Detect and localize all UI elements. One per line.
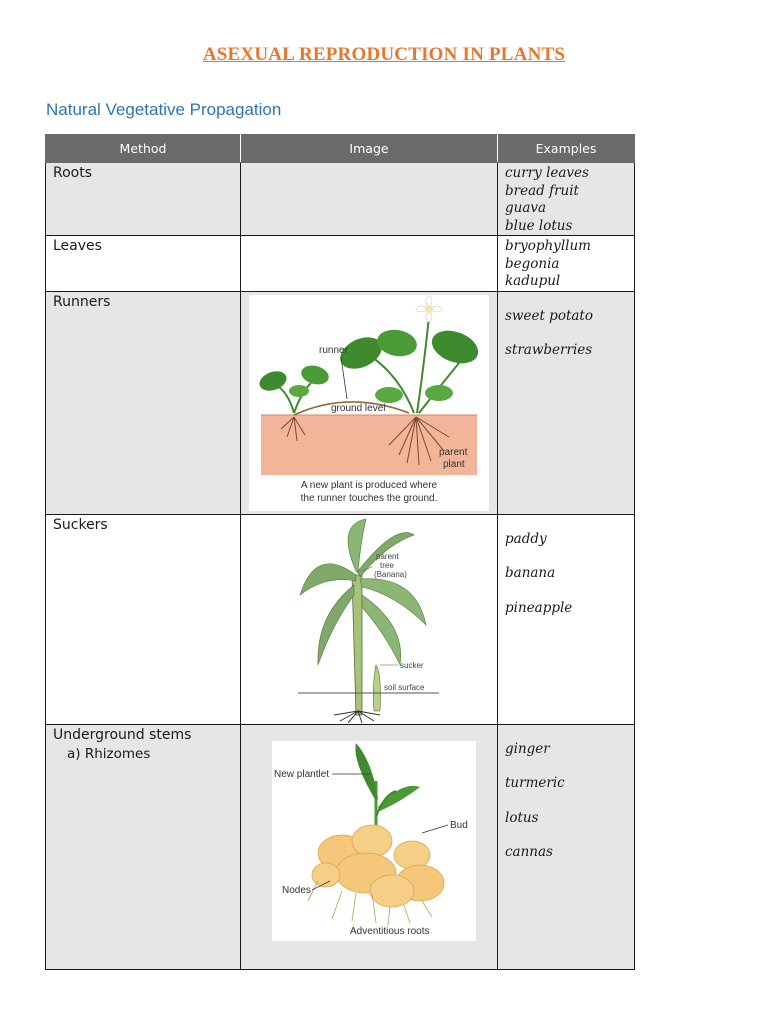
label-sucker: sucker [400, 660, 424, 670]
method-cell [46, 724, 241, 969]
table-row [46, 514, 635, 724]
label-nodes: Nodes [282, 884, 311, 896]
method-rhizomes: a) Rhizomes [67, 745, 151, 762]
example-item: strawberries [505, 342, 593, 358]
image-cell-runner [241, 291, 498, 514]
label-new-plantlet: New plantlet [274, 768, 330, 780]
banana-leaves [300, 519, 426, 665]
image-cell-rhizome [241, 724, 498, 969]
table-row [46, 236, 635, 292]
examples-list [498, 292, 634, 360]
sucker-shoot [373, 665, 380, 711]
example-item: begonia [505, 255, 560, 272]
example-item: turmeric [505, 775, 565, 791]
examples-list [498, 236, 634, 291]
examples-cell [498, 163, 635, 236]
label-runner: runner [319, 344, 348, 356]
runner-caption-line2: the runner touches the ground. [300, 492, 438, 504]
examples-cell [498, 724, 635, 969]
image-cell-empty [241, 163, 498, 236]
method-cell [46, 291, 241, 514]
label-adventitious-roots: Adventitious roots [350, 925, 430, 937]
label-ground-level: ground level [331, 402, 386, 414]
example-item: sweet potato [505, 307, 593, 324]
runner-illustration [249, 295, 489, 511]
label-parent-tree-1: parent [376, 551, 399, 561]
example-item: ginger [505, 740, 550, 757]
method-underground-stems: Underground stems [53, 726, 192, 743]
method-cell [46, 514, 241, 724]
method-suckers: Suckers [53, 516, 108, 533]
method-cell [46, 163, 241, 236]
image-cell-empty [241, 236, 498, 292]
example-item: paddy [505, 530, 547, 547]
method-leaves: Leaves [53, 238, 102, 254]
label-parent-tree-3: (Banana) [374, 569, 407, 579]
document-title: ASEXUAL REPRODUCTION IN PLANTS [202, 44, 566, 65]
header-examples: Examples [498, 135, 635, 163]
example-item: banana [505, 565, 556, 581]
label-bud: Bud [450, 819, 468, 831]
example-item: kadupul [505, 273, 561, 289]
example-item: pineapple [505, 599, 573, 616]
table-row [46, 291, 635, 514]
label-parent-plant-2: plant [443, 458, 465, 470]
example-item: blue lotus [505, 217, 573, 234]
rhizome-illustration [272, 741, 476, 941]
table-row [46, 163, 635, 236]
table-header-row [46, 135, 635, 163]
examples-list [498, 725, 634, 862]
label-parent-tree-2: tree [380, 560, 394, 570]
label-soil-surface: soil surface [384, 682, 425, 692]
example-item: bryophyllum [505, 238, 591, 254]
example-item: curry leaves [505, 165, 589, 181]
runner-caption-line1: A new plant is produced where [300, 479, 438, 491]
example-item: guava [505, 200, 547, 216]
examples-list [498, 163, 634, 235]
example-item: cannas [505, 844, 553, 860]
examples-list [498, 515, 634, 618]
examples-cell [498, 291, 635, 514]
header-method: Method [46, 135, 241, 163]
examples-cell [498, 236, 635, 292]
example-item: lotus [505, 809, 539, 826]
image-cell-sucker [241, 514, 498, 724]
method-roots: Roots [53, 165, 93, 181]
method-runners: Runners [53, 293, 111, 310]
method-cell [46, 236, 241, 292]
propagation-table [45, 134, 635, 970]
example-item: bread fruit [505, 182, 579, 199]
section-subtitle: Natural Vegetative Propagation [46, 100, 282, 119]
label-parent-plant-1: parent [439, 446, 468, 458]
header-image: Image [241, 135, 498, 163]
sucker-illustration [296, 515, 441, 723]
examples-cell [498, 514, 635, 724]
table-row [46, 724, 635, 969]
